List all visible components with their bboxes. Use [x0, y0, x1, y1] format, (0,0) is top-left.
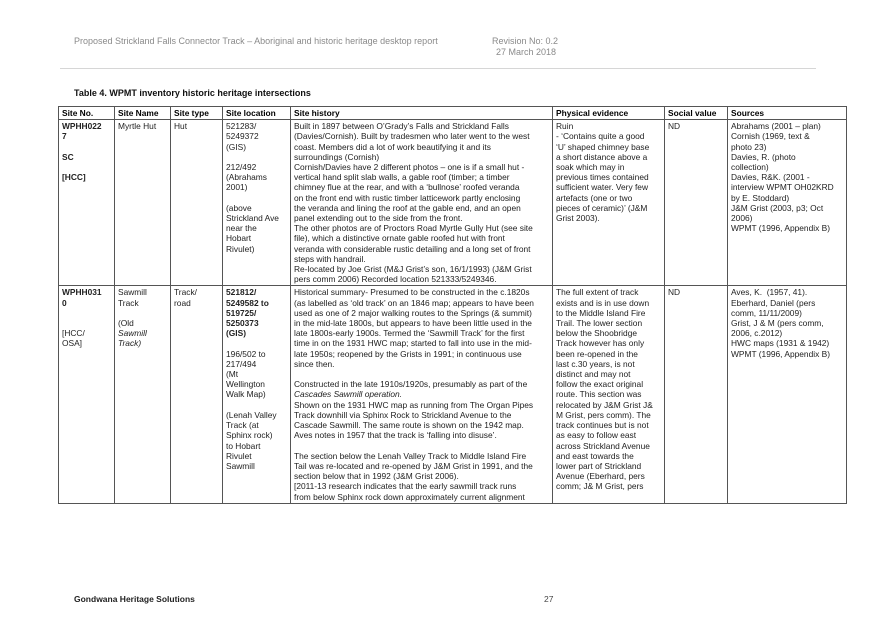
- cell-line: (Davies/Cornish). Built by tradesmen who later went to the west: [294, 131, 530, 142]
- cell-line: Strickland Ave: [226, 213, 279, 224]
- cell-line: (Old: [118, 318, 134, 329]
- cell-line: and east towards the: [556, 450, 634, 461]
- cell-line: (above: [226, 202, 252, 213]
- cell-line: [62, 142, 111, 152]
- cell-line: The full extent of track: [556, 287, 639, 298]
- page-number: 27: [544, 594, 554, 604]
- cell-line: WPMT (1996, Appendix B): [731, 348, 830, 359]
- cell-line: 0: [62, 297, 67, 308]
- heritage-table: [58, 106, 847, 504]
- cell-line: by E. Stoddard): [731, 192, 790, 203]
- table-header-row: [59, 107, 847, 120]
- cell-line: Ruin: [556, 121, 574, 132]
- cell-line: Shown on the 1931 HWC map as running from The Organ Pipes: [294, 399, 534, 410]
- cell-line: Track/: [174, 287, 197, 298]
- cell-line: HWC maps (1931 & 1942): [731, 338, 830, 349]
- cell-line: track continues but is not: [556, 420, 649, 431]
- cell-line: artefacts (one or two: [556, 192, 633, 203]
- col-header-site-type: Site type: [171, 107, 223, 120]
- cell-line: Constructed in the late 1910s/1920s, presumably as part of the: [294, 379, 528, 390]
- cell-line: Sawmill: [226, 460, 255, 471]
- cell-social-value: [665, 286, 728, 503]
- cell-line: Rivulet): [226, 243, 255, 254]
- cell-line: (GIS): [226, 328, 247, 339]
- cell-line: [226, 193, 287, 203]
- cell-line: Rivulet: [226, 450, 252, 461]
- cell-line: [62, 308, 111, 318]
- cell-social-value: [665, 120, 728, 286]
- cell-line: 5249372: [226, 131, 259, 142]
- cell-line: ND: [668, 287, 681, 298]
- cell-line: Trail. The lower section: [556, 318, 643, 329]
- cell-line: file), which a distinctive ornate gable roofed hut with front: [294, 233, 505, 244]
- cell-line: steps with handrail.: [294, 253, 366, 264]
- cell-site-name: [115, 120, 171, 286]
- cell-line: used as one of 2 major walking routes to the Springs (& summit): [294, 307, 532, 318]
- cell-line: in the mid-late 1800s, but appears to have been little used in the: [294, 318, 532, 329]
- cell-line: Cascades Sawmill operation.: [294, 389, 402, 400]
- cell-line: The section below the Lenah Valley Track to Middle Island Fire: [294, 450, 527, 461]
- col-header-site-no: Site No.: [59, 107, 115, 120]
- cell-line: coast. Members did a lot of work beautifying it and its: [294, 141, 491, 152]
- cell-line: the veranda and lining the roof at the gable end, and an open: [294, 202, 521, 213]
- cell-line: soak which may in: [556, 162, 625, 173]
- cell-line: Track however has only: [556, 338, 645, 349]
- cell-line: exists and is in use down: [556, 297, 650, 308]
- cell-line: 5249582 to: [226, 297, 269, 308]
- cell-line: since then.: [294, 358, 335, 369]
- cell-line: time in on the 1931 HWC map; started to fall into use in the mid-: [294, 338, 532, 349]
- cell-site-no: [59, 286, 115, 503]
- cell-line: Wellington: [226, 379, 265, 390]
- cell-line: Hobart: [226, 233, 252, 244]
- cell-line: comm, 11/11/2009): [731, 307, 802, 318]
- col-header-site-location: Site location: [223, 107, 291, 120]
- cell-line: Davies, R&K. (2001 -: [731, 172, 810, 183]
- cell-line: 2006, c.2012): [731, 328, 783, 339]
- cell-line: Tail was re-located and re-opened by J&M Grist in 1991, and the: [294, 460, 533, 471]
- cell-line: follow the exact original: [556, 379, 644, 390]
- cell-line: Aves, K. (1957, 41).: [731, 287, 808, 298]
- cell-line: late 1950s; reopened by the Grists in 1991; in continuous use: [294, 348, 522, 359]
- cell-line: veranda with considerable rustic detailing and a long set of front: [294, 243, 531, 254]
- cell-line: Walk Map): [226, 389, 266, 400]
- cell-line: [226, 400, 287, 410]
- cell-line: 212/492: [226, 162, 257, 173]
- cell-line: Grist, J & M (pers comm,: [731, 318, 824, 329]
- cell-line: interview WPMT OH02KRD: [731, 182, 834, 193]
- cell-line: Track (at: [226, 420, 259, 431]
- cell-line: 521812/: [226, 287, 257, 298]
- cell-line: WPMT (1996, Appendix B): [731, 223, 830, 234]
- cell-line: OSA]: [62, 338, 83, 349]
- cell-line: to Hobart: [226, 440, 261, 451]
- col-header-site-name: Site Name: [115, 107, 171, 120]
- cell-site-history: [291, 286, 553, 503]
- revision-number: Revision No: 0.2: [492, 36, 559, 46]
- cell-line: collection): [731, 162, 769, 173]
- cell-line: Eberhard, Daniel (pers: [731, 297, 816, 308]
- cell-line: 196/502 to: [226, 348, 266, 359]
- cell-line: Grist 2003).: [556, 213, 600, 224]
- cell-line: Abrahams (2001 – plan): [731, 121, 821, 132]
- cell-line: panel extending out to the side from the front.: [294, 213, 463, 224]
- cell-line: ND: [668, 121, 681, 132]
- cell-line: as easy to follow east: [556, 430, 637, 441]
- cell-line: (Abrahams: [226, 172, 267, 183]
- cell-line: Myrtle Hut: [118, 121, 157, 132]
- cell-line: route. This section was: [556, 389, 642, 400]
- cell-line: (GIS): [226, 141, 247, 152]
- cell-line: 7: [62, 131, 67, 142]
- cell-line: 217/494: [226, 358, 257, 369]
- cell-line: Cornish (1969, text &: [731, 131, 810, 142]
- cell-line: [62, 162, 111, 172]
- cell-line: [62, 318, 111, 328]
- header-divider: [60, 68, 816, 69]
- table-row: [59, 120, 847, 286]
- cell-line: Historical summary- Presumed to be constructed in the c.1820s: [294, 287, 530, 298]
- cell-line: [2011-13 research indicates that the early sawmill track runs: [294, 481, 517, 492]
- footer-company: Gondwana Heritage Solutions: [74, 594, 195, 604]
- header-revision-block: [492, 36, 558, 58]
- cell-line: surroundings (Cornish): [294, 151, 380, 162]
- cell-site-location: [223, 286, 291, 503]
- cell-line: comm; J& M Grist, pers: [556, 481, 644, 492]
- cell-line: Track: [118, 297, 139, 308]
- cell-line: Davies, R. (photo: [731, 151, 796, 162]
- cell-line: M Grist, pers comm). The: [556, 409, 651, 420]
- cell-line: vertical hand split slab walls, a gable roof (timber; a timber: [294, 172, 510, 183]
- table-row: [59, 286, 847, 503]
- cell-line: been re-opened in the: [556, 348, 638, 359]
- cell-site-history: [291, 120, 553, 286]
- cell-sources: [728, 286, 847, 503]
- cell-line: ‘U’ shaped chimney base: [556, 141, 650, 152]
- cell-line: [226, 338, 287, 348]
- cell-line: The other photos are of Proctors Road Myrtle Gully Hut (see site: [294, 223, 533, 234]
- cell-line: previous times contained: [556, 172, 649, 183]
- cell-line: Sphinx rock): [226, 430, 273, 441]
- cell-line: Track): [118, 338, 142, 349]
- cell-site-no: [59, 120, 115, 286]
- cell-line: 519725/: [226, 307, 257, 318]
- cell-site-type: [171, 120, 223, 286]
- cell-site-location: [223, 120, 291, 286]
- cell-line: WPHH022: [62, 121, 102, 132]
- col-header-site-history: Site history: [291, 107, 553, 120]
- cell-line: Track downhill via Sphinx Rock to Strickland Avenue to the: [294, 409, 512, 420]
- cell-line: road: [174, 297, 191, 308]
- cell-line: Hut: [174, 121, 188, 132]
- cell-line: Avenue (Eberhard, pers: [556, 471, 645, 482]
- cell-line: last c.30 years, is not: [556, 358, 635, 369]
- cell-site-name: [115, 286, 171, 503]
- cell-line: on the front end with rustic timber latticework partly enclosing: [294, 192, 521, 203]
- cell-line: (as labelled as ‘old track’ on an 1846 map; appears to have been: [294, 297, 534, 308]
- cell-line: lower part of Strickland: [556, 460, 642, 471]
- cell-physical-evidence: [553, 286, 665, 503]
- cell-line: near the: [226, 223, 257, 234]
- cell-line: Aves notes in 1957 that the track is ‘falling into disuse’.: [294, 430, 497, 441]
- cell-line: (Mt: [226, 369, 239, 380]
- cell-line: late 1800s-early 1900s. Termed the ‘Sawmill Track’ for the first: [294, 328, 525, 339]
- cell-line: distinct and may not: [556, 369, 631, 380]
- cell-line: photo 23): [731, 141, 767, 152]
- cell-line: a short distance above a: [556, 151, 648, 162]
- cell-line: Re-located by Joe Grist (M&J Grist’s son, 16/1/1993) (J&M Grist: [294, 264, 532, 275]
- cell-site-type: [171, 286, 223, 503]
- cell-line: Cascade Sawmill. The same route is shown on the 1942 map.: [294, 420, 524, 431]
- cell-line: Built in 1897 between O’Grady’s Falls and Strickland Falls: [294, 121, 509, 132]
- cell-line: to the Middle Island Fire: [556, 307, 646, 318]
- cell-line: section below that in 1992 (J&M Grist 2006).: [294, 471, 459, 482]
- cell-line: below the Shoobridge: [556, 328, 638, 339]
- cell-line: [294, 369, 549, 379]
- cell-line: [294, 441, 549, 451]
- cell-line: 2006): [731, 213, 753, 224]
- cell-line: [HCC/: [62, 328, 85, 339]
- cell-line: relocated by J&M Grist J&: [556, 399, 653, 410]
- cell-line: across Strickland Avenue: [556, 440, 650, 451]
- cell-line: SC: [62, 151, 74, 162]
- cell-line: J&M Grist (2003, p3; Oct: [731, 202, 824, 213]
- cell-sources: [728, 120, 847, 286]
- table-title: Table 4. WPMT inventory historic heritage intersections: [74, 88, 311, 98]
- col-header-social-value: Social value: [665, 107, 728, 120]
- cell-line: [HCC]: [62, 172, 86, 183]
- cell-line: sufficient water. Very few: [556, 182, 649, 193]
- cell-physical-evidence: [553, 120, 665, 286]
- cell-line: - ‘Contains quite a good: [556, 131, 645, 142]
- cell-line: [118, 308, 167, 318]
- cell-line: 521283/: [226, 121, 257, 132]
- cell-line: Sawmill: [118, 287, 147, 298]
- col-header-physical-evidence: Physical evidence: [553, 107, 665, 120]
- col-header-sources: Sources: [728, 107, 847, 120]
- revision-date: 27 March 2018: [496, 47, 557, 57]
- cell-line: 5250373: [226, 318, 259, 329]
- cell-line: pers comm 2006) Recorded location 521333/5249346.: [294, 274, 497, 285]
- cell-line: 2001): [226, 182, 248, 193]
- cell-line: [226, 152, 287, 162]
- cell-line: from below Sphinx rock down approximately current alignment: [294, 491, 525, 502]
- cell-line: Cornish/Davies have 2 different photos – one is if a small hut -: [294, 162, 525, 173]
- cell-line: (Lenah Valley: [226, 409, 277, 420]
- cell-line: Sawmill: [118, 328, 147, 339]
- header-title: Proposed Strickland Falls Connector Track – Aboriginal and historic heritage desktop report: [74, 36, 438, 46]
- cell-line: chimney flue at the rear, and with a ‘bullnose’ roofed veranda: [294, 182, 520, 193]
- cell-line: WPHH031: [62, 287, 102, 298]
- cell-line: pieces of ceramic)’ (J&M: [556, 202, 648, 213]
